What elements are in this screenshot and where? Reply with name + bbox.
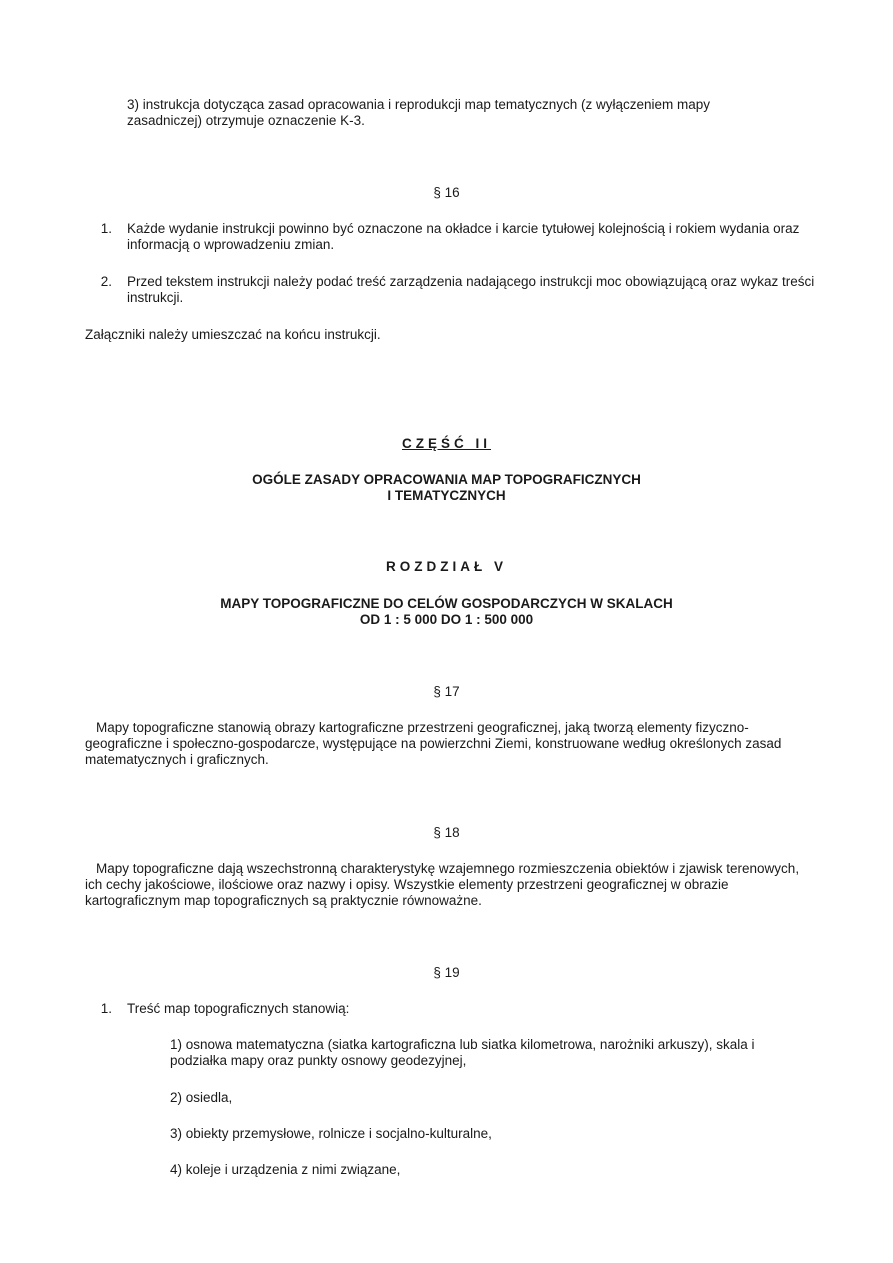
part-title-line-2: I TEMATYCZNYCH — [387, 488, 506, 503]
part-label — [0, 436, 893, 452]
section-19-item-1-text: Treść map topograficznych stanowią: — [127, 1001, 350, 1016]
section-19-heading: § 19 — [433, 965, 460, 980]
section-19-subitem-2: 2) osiedla, — [170, 1090, 233, 1105]
section-16-item-2-text: Przed tekstem instrukcji należy podać treść zarządzenia nadającego instrukcji moc obowiązującą oraz wykaz treści instrukcji. — [127, 274, 815, 305]
section-19-subitem-4: 4) koleje i urządzenia z nimi związane, — [170, 1162, 401, 1177]
section-16-item-1-text: Każde wydanie instrukcji powinno być oznaczone na okładce i karcie tytułowej kolejnością i rokiem wydania oraz informacją o wprowadzeniu zmian. — [127, 221, 800, 252]
section-16-item-2-number: 2. — [100, 274, 112, 289]
intro-item-3: 3) instrukcja dotycząca zasad opracowania i reprodukcji map tematycznych (z wyłączeniem mapy zasadniczej) otrzymuje oznaczenie K-3. — [127, 97, 710, 128]
part-label-text: CZĘŚĆ II — [401, 436, 491, 451]
section-16-note: Załączniki należy umieszczać na końcu instrukcji. — [85, 327, 381, 342]
section-16-heading: § 16 — [433, 185, 460, 200]
chapter-title-line-1: MAPY TOPOGRAFICZNE DO CELÓW GOSPODARCZYCH W SKALACH — [220, 596, 673, 611]
chapter-label: ROZDZIAŁ V — [386, 559, 507, 574]
chapter-title-line-2: OD 1 : 5 000 DO 1 : 500 000 — [359, 612, 534, 627]
section-18-heading: § 18 — [433, 825, 460, 840]
section-17-heading: § 17 — [433, 684, 460, 699]
section-19-subitem-1: 1) osnowa matematyczna (siatka kartograficzna lub siatka kilometrowa, narożniki arkuszy), skala i podziałka mapy oraz punkty osnowy geodezyjnej, — [170, 1037, 755, 1068]
section-19-item-1-number: 1. — [100, 1001, 112, 1016]
section-17-text: Mapy topograficzne stanowią obrazy kartograficzne przestrzeni geograficznej, jaką tworzą elementy fizyczno-geograficzne i społeczno-gospodarcze, występujące na powierzchni Ziemi, konstruowane według określonych zasad matematycznych i graficznych. — [85, 720, 782, 767]
section-19-subitem-3: 3) obiekty przemysłowe, rolnicze i socjalno-kulturalne, — [170, 1126, 492, 1141]
section-18-text: Mapy topograficzne dają wszechstronną charakterystykę wzajemnego rozmieszczenia obiektów i zjawisk terenowych, ich cechy jakościowe, ilościowe oraz nazwy i opisy. Wszystkie elementy przestrzeni geograficznej w obrazie kartograficznym map topograficznych są praktycznie równoważne. — [85, 861, 800, 908]
section-16-item-1-number: 1. — [100, 221, 112, 236]
part-title-line-1: OGÓLE ZASADY OPRACOWANIA MAP TOPOGRAFICZNYCH — [252, 472, 641, 487]
